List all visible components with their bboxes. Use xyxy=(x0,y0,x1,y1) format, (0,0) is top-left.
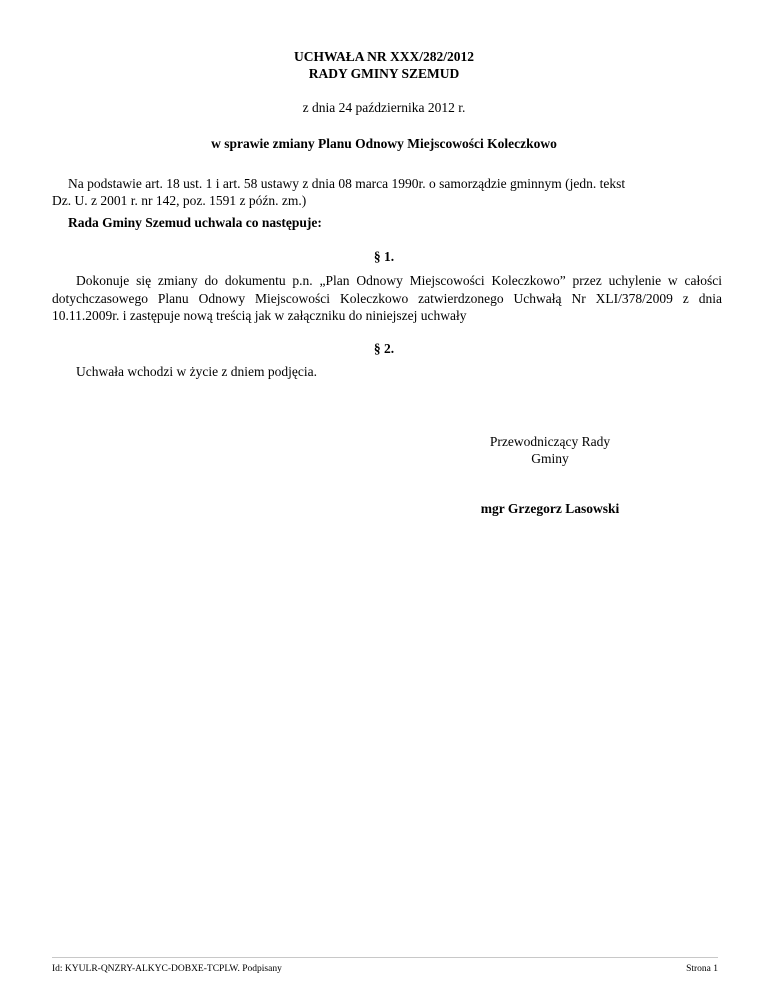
section-2-heading: § 2. xyxy=(373,341,395,356)
footer-document-id: Id: KYULR-QNZRY-ALKYC-DOBXE-TCPLW. Podpisany xyxy=(52,964,282,974)
resolution-title: UCHWAŁA NR XXX/282/2012 xyxy=(293,49,474,64)
resolution-council: RADY GMINY SZEMUD xyxy=(308,66,460,81)
signature-role-line2: Gminy xyxy=(531,451,569,466)
section-1-text xyxy=(52,272,722,325)
section-1-heading: § 1. xyxy=(373,249,395,264)
signature-name: mgr Grzegorz Lasowski xyxy=(480,501,620,516)
decision-intro: Rada Gminy Szemud uchwala co następuje: xyxy=(68,215,322,230)
section-1-paragraph: Dokonuje się zmiany do dokumentu p.n. „Plan Odnowy Miejscowości Koleczkowo” przez uchylenie w całości dotychczasowego Planu Odnowy Miejscowości Koleczkowo zatwierdzonego Uchwałą Nr XLI/378/2009 z dnia 10.11.2009r. i zastępuje nową treścią jak w załączniku do niniejszej uchwały xyxy=(52,273,722,323)
footer-page-number: Strona 1 xyxy=(686,964,718,974)
legal-basis-line2: Dz. U. z 2001 r. nr 142, poz. 1591 z późn. zm.) xyxy=(52,192,307,208)
legal-basis xyxy=(52,176,722,209)
section-2-text: Uchwała wchodzi w życie z dniem podjęcia. xyxy=(76,364,318,379)
resolution-subject: w sprawie zmiany Planu Odnowy Miejscowości Koleczkowo xyxy=(211,136,557,151)
signature-role-line1: Przewodniczący Rady xyxy=(489,434,611,449)
legal-basis-line1: Na podstawie art. 18 ust. 1 i art. 58 ustawy z dnia 08 marca 1990r. o samorządzie gminnym (jedn. tekst xyxy=(68,176,626,191)
resolution-date: z dnia 24 października 2012 r. xyxy=(302,100,466,115)
footer-divider xyxy=(52,957,718,958)
